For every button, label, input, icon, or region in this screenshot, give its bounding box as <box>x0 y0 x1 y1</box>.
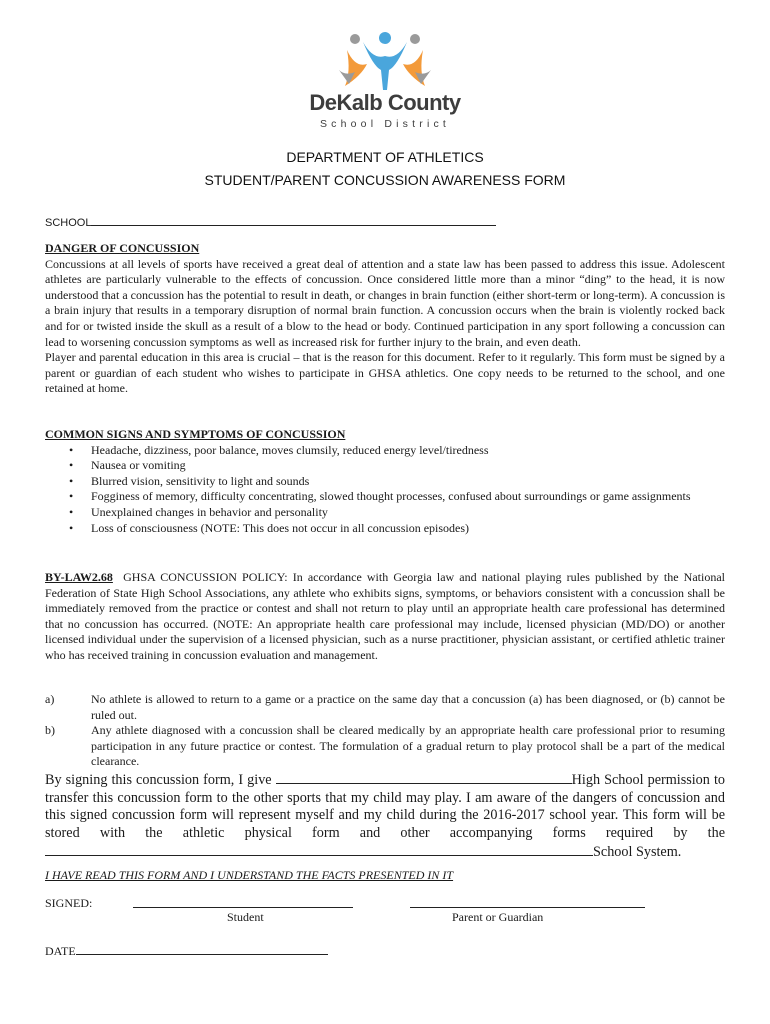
list-item: • Nausea or vomiting <box>91 458 725 474</box>
list-item: • Fogginess of memory, difficulty concentrating, slowed thought processes, confused about surroundings or game assignments <box>91 489 725 505</box>
rule-a-label: a) <box>45 692 55 706</box>
symptoms-section <box>45 427 725 536</box>
school-field[interactable] <box>45 215 496 229</box>
high-school-input-line[interactable] <box>276 770 572 784</box>
student-signature-line[interactable] <box>133 906 353 908</box>
list-item: • Headache, dizziness, poor balance, moves clumsily, reduced energy level/tiredness <box>91 443 725 459</box>
signed-label: SIGNED: <box>45 896 93 910</box>
rule-a <box>45 692 725 723</box>
bylaw-rules <box>45 692 725 770</box>
consent-part-3: permission to transfer this concussion form to the other sports that my child may play. I am aware of the dangers of concussion and this signed concussion form will represent myself and my child during the 2016-2017 school year. This form will be stored with the athletic physical form and other accompanying forms required by the <box>45 772 725 841</box>
danger-paragraph-2: Player and parental education in this area is crucial – that is the reason for this document. Refer to it regularly. This form must be signed by a parent or guardian of each student who wishes to participate in GHSA athletics. One copy needs to be returned to the school, and one retained at home. <box>45 350 725 396</box>
rule-b-label: b) <box>45 723 55 738</box>
student-label: Student <box>227 910 264 924</box>
danger-section <box>45 241 725 397</box>
rule-a-text: No athlete is allowed to return to a game or a practice on the same day that a concussion (a) has been diagnosed, or (b) cannot be ruled out. <box>91 692 725 722</box>
list-item: • Unexplained changes in behavior and personality <box>91 505 725 521</box>
acknowledgement-text: I HAVE READ THIS FORM AND I UNDERSTAND THE FACTS PRESENTED IN IT <box>45 868 454 882</box>
consent-paragraph <box>45 770 725 862</box>
date-field[interactable] <box>45 942 328 959</box>
symptoms-list <box>45 443 725 537</box>
bylaw-text: GHSA CONCUSSION POLICY: In accordance with Georgia law and national playing rules published by the National Federation of State High School Associations, any athlete who exhibits signs, symptoms, or behaviors consistent with a concussion shall be immediately removed from the practice or contest and shall not return to play until an appropriate health care professional has determined that no concussion has occurred. (NOTE: An appropriate health care professional may include, licensed physician (MD/DO) or another licensed individual under the supervision of a licensed physician, such as a nurse practitioner, physician assistant, or certified athletic trainer who has received training in concussion evaluation and management. <box>45 570 725 662</box>
symptoms-title: COMMON SIGNS AND SYMPTOMS OF CONCUSSION <box>45 427 346 441</box>
form-title: STUDENT/PARENT CONCUSSION AWARENESS FORM <box>204 172 566 188</box>
bylaw-label: BY-LAW2.68 <box>45 570 113 584</box>
list-item: • Blurred vision, sensitivity to light and sounds <box>91 474 725 490</box>
school-system-input-line[interactable] <box>45 842 593 856</box>
consent-part-4: School System. <box>593 844 682 861</box>
consent-part-1: By signing this concussion form, I give <box>45 772 272 788</box>
logo-subtitle: School District <box>319 118 451 130</box>
rule-b-text: Any athlete diagnosed with a concussion shall be cleared medically by an appropriate health care professional prior to resuming participation in any future practice or contest. The formulation of a gradual return to play protocol shall be a part of the medical clearance. <box>91 723 725 769</box>
rule-b <box>45 723 725 770</box>
date-input-line[interactable] <box>76 942 328 955</box>
parent-signature-line[interactable] <box>410 906 645 908</box>
department-heading: DEPARTMENT OF ATHLETICS <box>286 149 484 165</box>
consent-part-2: High School <box>571 772 644 788</box>
logo-title: DeKalb County <box>309 90 461 115</box>
parent-guardian-label: Parent or Guardian <box>452 910 544 924</box>
date-label: DATE <box>45 944 76 958</box>
district-logo <box>305 26 465 130</box>
school-input-line[interactable] <box>91 215 496 226</box>
district-logo-figures-icon <box>315 26 455 92</box>
school-label: SCHOOL <box>45 217 92 229</box>
bylaw-section <box>45 570 725 664</box>
danger-paragraph-1: Concussions at all levels of sports have received a great deal of attention and a state law has been passed to address this issue. Adolescent athletes are particularly vulnerable to the effects of concussion. Once considered little more than a minor “ding” to the head, it is now understood that a concussion has the potential to result in death, or changes in brain function (either short-term or long-term). A concussion is a brain injury that results in a temporary disruption of normal brain function. A concussion occurs when the brain is violently rocked back and for or twisted inside the skull as a result of a blow to the head or body. Continued participation in any sport following a concussion can lead to worsening concussion symptoms as well as increased risk for further injury to the brain, and even death. <box>45 256 725 349</box>
danger-title: DANGER OF CONCUSSION <box>45 241 200 255</box>
list-item: • Loss of consciousness (NOTE: This does not occur in all concussion episodes) <box>91 521 725 537</box>
